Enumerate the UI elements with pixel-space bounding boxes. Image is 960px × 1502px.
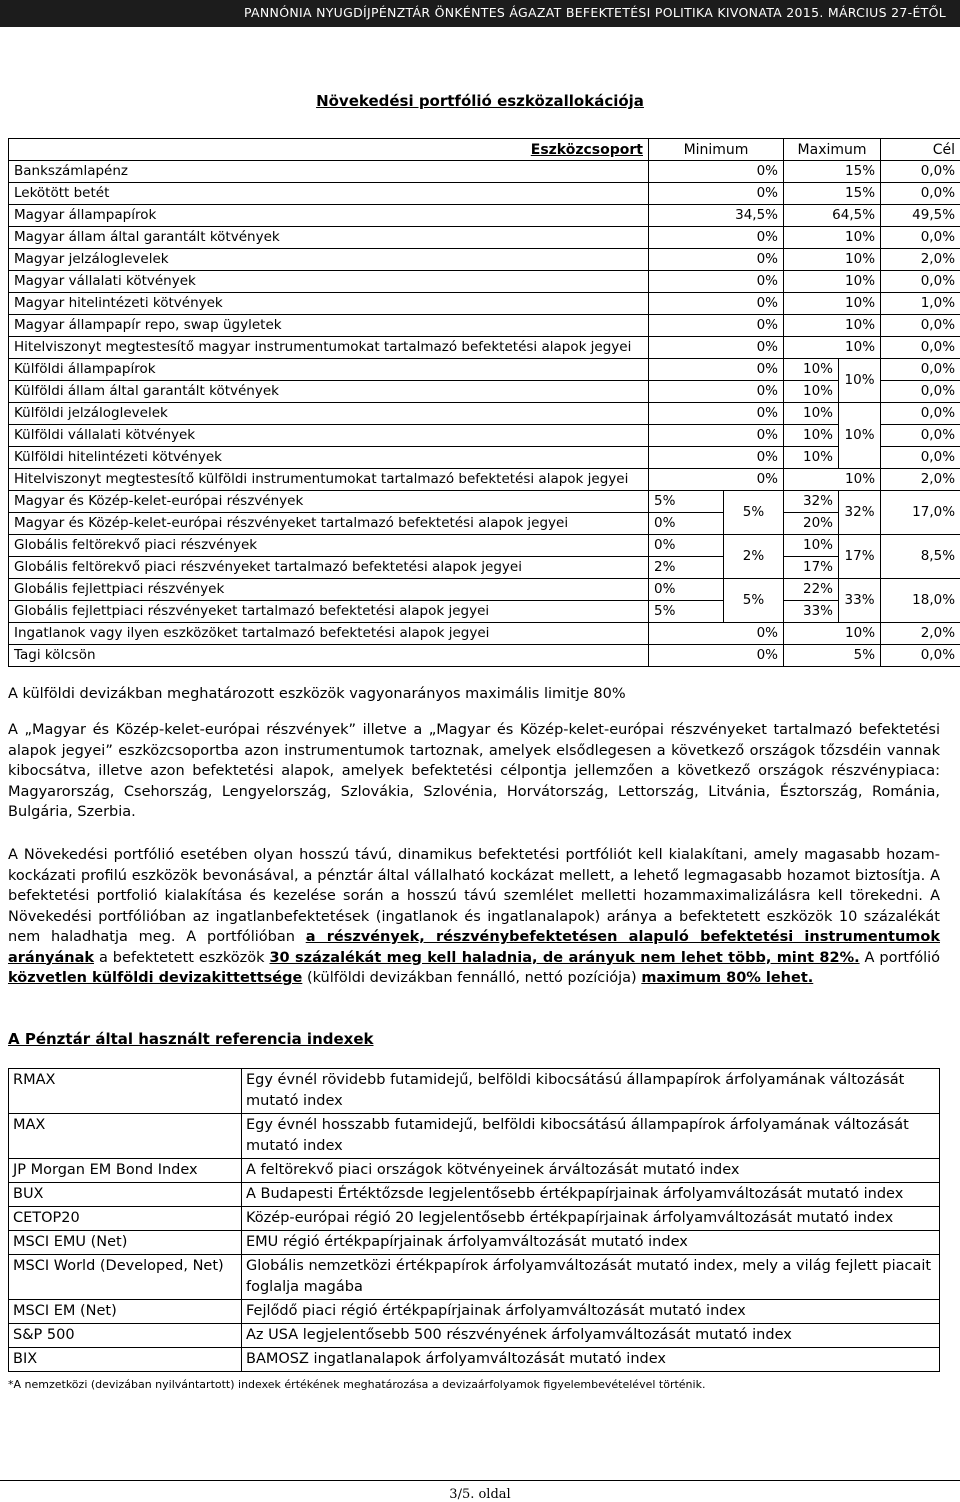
asset-name: Magyar hitelintézeti kötvények [9, 293, 649, 315]
min-value: 0% [649, 425, 784, 447]
fx-limit-emphasis: maximum 80% lehet. [641, 970, 814, 986]
header-minimum: Minimum [649, 139, 784, 161]
group-target-value: 8,5% [881, 535, 960, 579]
max-value: 15% [784, 161, 881, 183]
max-value: 10% [784, 227, 881, 249]
table-row [9, 293, 960, 315]
page-number: 3/5. oldal [449, 1487, 511, 1502]
group-max-value: 10% [839, 403, 881, 469]
min-value: 0% [649, 645, 784, 667]
max-value: 10% [784, 381, 839, 403]
index-description: Fejlődő piaci régió értékpapírjainak árfolyamváltozását mutató index [242, 1300, 940, 1324]
table-row [9, 447, 960, 469]
allocation-header-row [9, 139, 960, 161]
asset-name: Magyar és Közép-kelet-európai részvények [9, 491, 649, 513]
table-row [9, 623, 960, 645]
table-row [9, 183, 960, 205]
target-value: 0,0% [881, 271, 960, 293]
document-header-text: PANNÓNIA NYUGDÍJPÉNZTÁR ÖNKÉNTES ÁGAZAT BEFEKTETÉSI POLITIKA KIVONATA 2015. MÁRCIUS 27-ÉTŐL [244, 5, 946, 20]
equity-limit-emphasis: 30 százalékát meg kell haladnia, de arányuk nem lehet több, mint 82%. [269, 949, 860, 966]
reference-indices-title: A Pénztár által használt referencia indexek [8, 1030, 374, 1048]
table-row [9, 425, 960, 447]
asset-name: Magyar vállalati kötvények [9, 271, 649, 293]
asset-name: Tagi kölcsön [9, 645, 649, 667]
min-value: 0% [649, 161, 784, 183]
asset-name: Globális fejlettpiaci részvények [9, 579, 649, 601]
table-row [9, 161, 960, 183]
min-value: 5% [649, 491, 724, 513]
header-asset-group: Eszközcsoport [9, 139, 649, 161]
asset-name: Bankszámlapénz [9, 161, 649, 183]
min-value: 0% [649, 469, 784, 491]
cee-definition-paragraph: A „Magyar és Közép-kelet-európai részvények” illetve a „Magyar és Közép-kelet-európai részvényeket tartalmazó befektetési alapok jegyei” eszközcsoportba azon instrumentumok tartoznak, amelyek elsődlegesen a következő országok tőzsdéin vannak kibocsátva, illetve azon befektetési alapok, amelyek befektetési célpontja jellemzően a következő országok részvénypiaca: Magyarország, Csehország, Lengyelország, Szlovákia, Szlovénia, Horvátország, Lettország, Litvánia, Észtország, Románia, Bulgária, Szerbia. [8, 722, 940, 820]
target-value: 0,0% [881, 161, 960, 183]
table-row [9, 381, 960, 403]
min-value: 0% [649, 293, 784, 315]
max-value: 10% [784, 403, 839, 425]
table-row [9, 1183, 940, 1207]
index-description: Egy évnél rövidebb futamidejű, belföldi kibocsátású állampapírok árfolyamának változását mutató index [242, 1069, 940, 1114]
asset-name: Külföldi vállalati kötvények [9, 425, 649, 447]
min-value: 5% [649, 601, 724, 623]
max-value: 64,5% [784, 205, 881, 227]
index-name: JP Morgan EM Bond Index [9, 1159, 242, 1183]
target-value: 1,0% [881, 293, 960, 315]
group-min-value: 2% [724, 535, 784, 579]
table-row [9, 1159, 940, 1183]
min-value: 0% [649, 183, 784, 205]
index-name: BUX [9, 1183, 242, 1207]
paragraph-text: (külföldi devizákban fennálló, nettó pozíciója) [302, 970, 642, 986]
asset-name: Magyar jelzáloglevelek [9, 249, 649, 271]
index-description: A Budapesti Értéktőzsde legjelentősebb értékpapírjainak árfolyamváltozását mutató index [242, 1183, 940, 1207]
asset-name: Magyar állam által garantált kötvények [9, 227, 649, 249]
header-maximum: Maximum [784, 139, 881, 161]
target-value: 0,0% [881, 183, 960, 205]
index-description: Közép-európai régió 20 legjelentősebb értékpapírjainak árfolyamváltozását mutató index [242, 1207, 940, 1231]
table-row [9, 1069, 940, 1114]
min-value: 0% [649, 535, 724, 557]
asset-name: Globális feltörekvő piaci részvényeket tartalmazó befektetési alapok jegyei [9, 557, 649, 579]
target-value: 0,0% [881, 425, 960, 447]
max-value: 10% [784, 293, 881, 315]
min-value: 0% [649, 403, 784, 425]
header-target: Cél [881, 139, 960, 161]
table-row [9, 1348, 940, 1372]
footer-divider [0, 1480, 960, 1481]
index-description: Globális nemzetközi értékpapírok árfolyamváltozását mutató index, mely a világ fejlett piacait foglalja magába [242, 1255, 940, 1300]
min-value: 2% [649, 557, 724, 579]
max-value: 5% [784, 645, 881, 667]
table-row [9, 601, 960, 623]
min-value: 0% [649, 513, 724, 535]
max-value: 10% [784, 337, 881, 359]
asset-name: Külföldi állampapírok [9, 359, 649, 381]
asset-name: Hitelviszonyt megtestesítő magyar instrumentumokat tartalmazó befektetési alapok jegyei [9, 337, 649, 359]
table-row [9, 337, 960, 359]
target-value: 2,0% [881, 469, 960, 491]
group-max-value: 10% [839, 359, 881, 403]
table-row [9, 227, 960, 249]
asset-name: Ingatlanok vagy ilyen eszközöket tartalmazó befektetési alapok jegyei [9, 623, 649, 645]
paragraph-text: A Növekedési portfólió esetében olyan hosszú távú, dinamikus befektetési portfóliót kell kialakítani, amely magasabb hozam-kockázati profilú eszközök bevonásával, a pénztár által vállalható kockázat mellett, a lehető legmagasabb hozamot biztosítja. A befektetési portfolió kialakítása és kezelése során a hosszú távú szemlélet melletti hozammaximalizálásra kell törekedni. A Növekedési portfólióban az ingatlanbefektetések (ingatlanok és ingatlanalapok) aránya a befektetett eszközök 10 százalékát nem haladhatja meg. A portfólióban [8, 847, 940, 945]
table-row [9, 579, 960, 601]
asset-name: Magyar és Közép-kelet-európai részvényeket tartalmazó befektetési alapok jegyei [9, 513, 649, 535]
max-value: 15% [784, 183, 881, 205]
max-value: 20% [784, 513, 839, 535]
reference-indices-table [8, 1068, 940, 1372]
table-row [9, 1324, 940, 1348]
target-value: 0,0% [881, 315, 960, 337]
index-name: MSCI EM (Net) [9, 1300, 242, 1324]
asset-name: Külföldi jelzáloglevelek [9, 403, 649, 425]
table-row [9, 469, 960, 491]
max-value: 33% [784, 601, 839, 623]
min-value: 0% [649, 381, 784, 403]
asset-name: Globális feltörekvő piaci részvények [9, 535, 649, 557]
table-row [9, 403, 960, 425]
index-description: A feltörekvő piaci országok kötvényeinek árváltozását mutató index [242, 1159, 940, 1183]
target-value: 0,0% [881, 227, 960, 249]
index-description: BAMOSZ ingatlanalapok árfolyamváltozását mutató index [242, 1348, 940, 1372]
asset-name: Magyar állampapír repo, swap ügyletek [9, 315, 649, 337]
table-row [9, 491, 960, 513]
group-target-value: 18,0% [881, 579, 960, 623]
footnote: *A nemzetközi (devizában nyilvántartott) indexek értékének meghatározása a devizaárfolyamok figyelembevételével történik. [8, 1378, 706, 1391]
paragraph-text: A portfólió [859, 949, 941, 966]
index-description: EMU régió értékpapírjainak árfolyamváltozását mutató index [242, 1231, 940, 1255]
asset-name: Külföldi állam által garantált kötvények [9, 381, 649, 403]
table-row [9, 535, 960, 557]
fx-exposure-emphasis: közvetlen külföldi devizakittettsége [8, 970, 303, 986]
max-value: 10% [784, 315, 881, 337]
max-value: 10% [784, 271, 881, 293]
table-row [9, 271, 960, 293]
table-row [9, 359, 960, 381]
min-value: 0% [649, 227, 784, 249]
max-value: 32% [784, 491, 839, 513]
group-min-value: 5% [724, 491, 784, 535]
table-row [9, 1300, 940, 1324]
target-value: 0,0% [881, 403, 960, 425]
max-value: 10% [784, 623, 881, 645]
target-value: 0,0% [881, 381, 960, 403]
index-name: RMAX [9, 1069, 242, 1114]
asset-name: Magyar állampapírok [9, 205, 649, 227]
target-value: 0,0% [881, 337, 960, 359]
page-title: Növekedési portfólió eszközallokációja [316, 92, 644, 110]
table-row [9, 249, 960, 271]
table-row [9, 645, 960, 667]
index-name: S&P 500 [9, 1324, 242, 1348]
allocation-table [8, 138, 960, 667]
max-value: 10% [784, 469, 881, 491]
min-value: 0% [649, 249, 784, 271]
min-value: 0% [649, 315, 784, 337]
max-value: 10% [784, 249, 881, 271]
min-value: 0% [649, 359, 784, 381]
table-row [9, 513, 960, 535]
asset-name: Lekötött betét [9, 183, 649, 205]
index-name: CETOP20 [9, 1207, 242, 1231]
target-value: 0,0% [881, 645, 960, 667]
max-value: 22% [784, 579, 839, 601]
index-name: BIX [9, 1348, 242, 1372]
target-value: 2,0% [881, 623, 960, 645]
min-value: 34,5% [649, 205, 784, 227]
asset-name: Külföldi hitelintézeti kötvények [9, 447, 649, 469]
table-row [9, 557, 960, 579]
max-value: 10% [784, 425, 839, 447]
group-min-value: 5% [724, 579, 784, 623]
equity-share-emphasis: a részvények, részvénybefektetésen alapuló befektetési instrumentumok arányának [8, 929, 940, 966]
document-header-bar [0, 0, 960, 27]
index-description: Egy évnél hosszabb futamidejű, belföldi kibocsátású állampapírok árfolyamának változását mutató index [242, 1114, 940, 1159]
fx-limit-note: A külföldi devizákban meghatározott eszközök vagyonarányos maximális limitje 80% [8, 686, 626, 702]
target-value: 2,0% [881, 249, 960, 271]
asset-name: Globális fejlettpiaci részvényeket tartalmazó befektetési alapok jegyei [9, 601, 649, 623]
table-row [9, 1207, 940, 1231]
group-max-value: 33% [839, 579, 881, 623]
paragraph-text: a befektetett eszközök [94, 949, 270, 966]
index-name: MSCI EMU (Net) [9, 1231, 242, 1255]
table-row [9, 205, 960, 227]
max-value: 10% [784, 447, 839, 469]
max-value: 10% [784, 359, 839, 381]
min-value: 0% [649, 447, 784, 469]
group-max-value: 17% [839, 535, 881, 579]
group-target-value: 17,0% [881, 491, 960, 535]
index-description: Az USA legjelentősebb 500 részvényének árfolyamváltozását mutató index [242, 1324, 940, 1348]
table-row [9, 1114, 940, 1159]
max-value: 17% [784, 557, 839, 579]
min-value: 0% [649, 623, 784, 645]
target-value: 0,0% [881, 447, 960, 469]
portfolio-description-paragraph [8, 845, 940, 989]
group-max-value: 32% [839, 491, 881, 535]
table-row [9, 315, 960, 337]
target-value: 49,5% [881, 205, 960, 227]
index-name: MAX [9, 1114, 242, 1159]
max-value: 10% [784, 535, 839, 557]
min-value: 0% [649, 337, 784, 359]
index-name: MSCI World (Developed, Net) [9, 1255, 242, 1300]
asset-name: Hitelviszonyt megtestesítő külföldi instrumentumokat tartalmazó befektetési alapok jegyei [9, 469, 649, 491]
target-value: 0,0% [881, 359, 960, 381]
min-value: 0% [649, 271, 784, 293]
table-row [9, 1255, 940, 1300]
table-row [9, 1231, 940, 1255]
min-value: 0% [649, 579, 724, 601]
